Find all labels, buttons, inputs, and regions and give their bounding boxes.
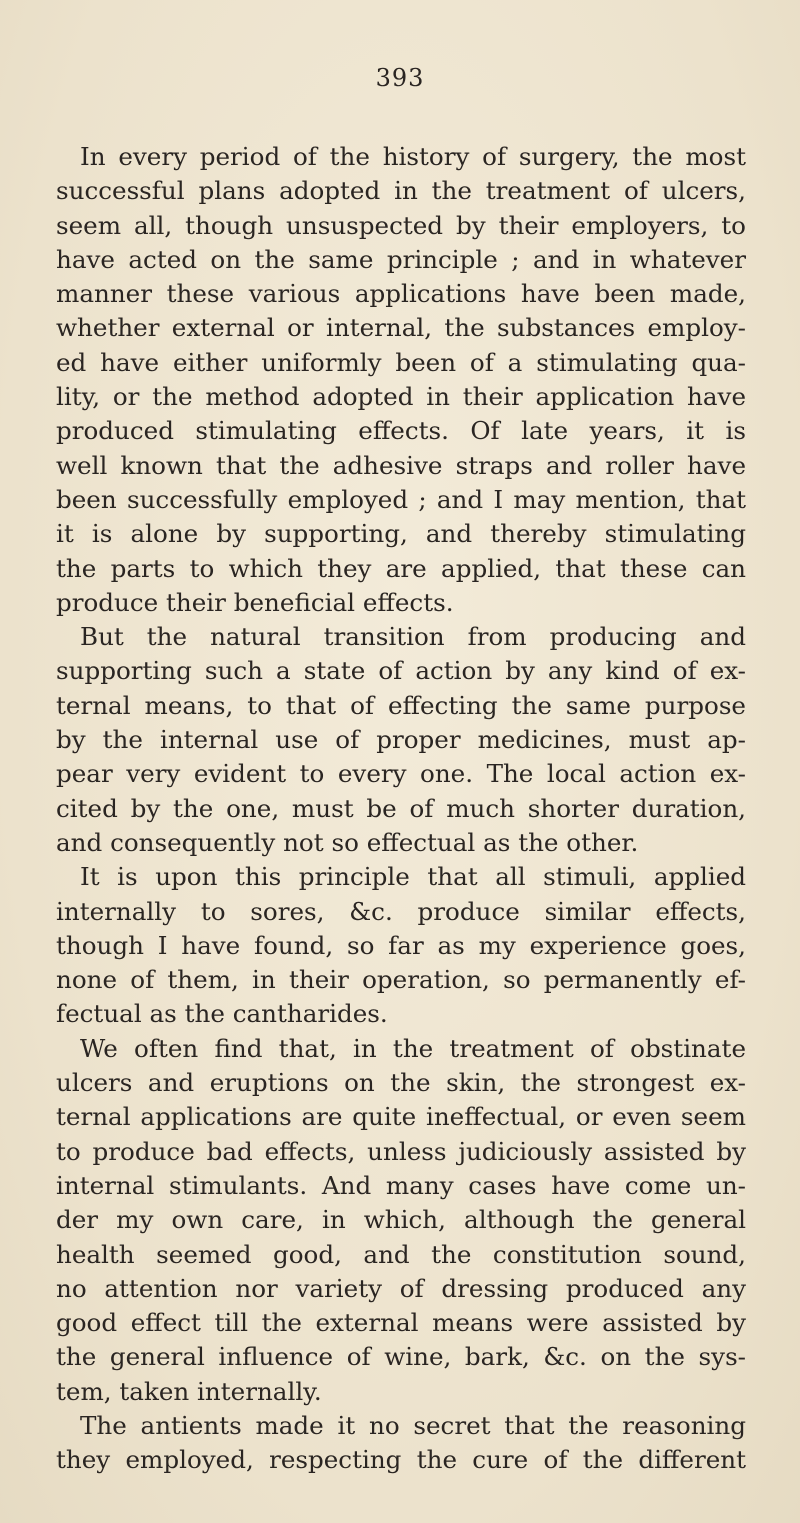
text-line: whether external or internal, the substances employ- [56, 313, 746, 343]
text-line: been successfully employed ; and I may mention, that [56, 484, 746, 514]
page-number: 393 [375, 64, 425, 92]
text-line: internal stimulants. And many cases have come un- [56, 1170, 746, 1200]
text-line: health seemed good, and the constitution sound, [56, 1239, 746, 1269]
text-line: cited by the one, must be of much shorter duration, [56, 793, 746, 823]
text-line: lity, or the method adopted in their application have [56, 382, 746, 412]
text-line: ternal applications are quite ineffectual, or even seem [56, 1102, 746, 1132]
text-line: by the internal use of proper medicines, must ap- [56, 725, 746, 755]
text-line: to produce bad effects, unless judiciously assisted by [56, 1136, 746, 1166]
body-text [56, 140, 746, 1478]
text-line: none of them, in their operation, so permanently ef- [56, 965, 746, 995]
text-line: it is alone by supporting, and thereby stimulating [56, 519, 746, 549]
text-line: pear very evident to every one. The local action ex- [56, 759, 746, 789]
text-line: well known that the adhesive straps and roller have [56, 450, 746, 480]
text-line: no attention nor variety of dressing produced any [56, 1273, 746, 1303]
text-line: internally to sores, &c. produce similar effects, [56, 896, 746, 926]
text-line: The antients made it no secret that the reasoning [80, 1410, 746, 1440]
text-line: der my own care, in which, although the general [56, 1205, 746, 1235]
text-line: and consequently not so effectual as the other. [56, 827, 639, 857]
text-line: successful plans adopted in the treatment of ulcers, [56, 176, 746, 206]
text-line: the parts to which they are applied, that these can [56, 553, 746, 583]
text-line: tem, taken internally. [56, 1376, 322, 1406]
text-line: the general influence of wine, bark, &c. on the sys- [56, 1342, 746, 1372]
text-line: supporting such a state of action by any kind of ex- [56, 656, 746, 686]
text-line: But the natural transition from producing and [80, 622, 746, 652]
text-line: good effect till the external means were assisted by [56, 1308, 746, 1338]
text-line: have acted on the same principle ; and in whatever [56, 244, 746, 274]
text-line: manner these various applications have been made, [56, 279, 746, 309]
text-line: though I have found, so far as my experience goes, [56, 930, 746, 960]
text-line: ed have either uniformly been of a stimulating qua- [56, 347, 746, 377]
text-line: In every period of the history of surgery, the most [80, 142, 746, 171]
text-line: We often find that, in the treatment of obstinate [80, 1033, 746, 1063]
text-line: It is upon this principle that all stimuli, applied [80, 862, 746, 892]
text-line: ulcers and eruptions on the skin, the strongest ex- [56, 1068, 746, 1098]
text-line: ternal means, to that of effecting the same purpose [56, 690, 746, 720]
text-line: fectual as the cantharides. [56, 999, 388, 1029]
text-line: produced stimulating effects. Of late years, it is [56, 416, 746, 446]
text-line: produce their beneficial effects. [56, 587, 454, 617]
text-line: they employed, respecting the cure of the different [56, 1445, 746, 1475]
text-line: seem all, though unsuspected by their employers, to [56, 210, 746, 240]
